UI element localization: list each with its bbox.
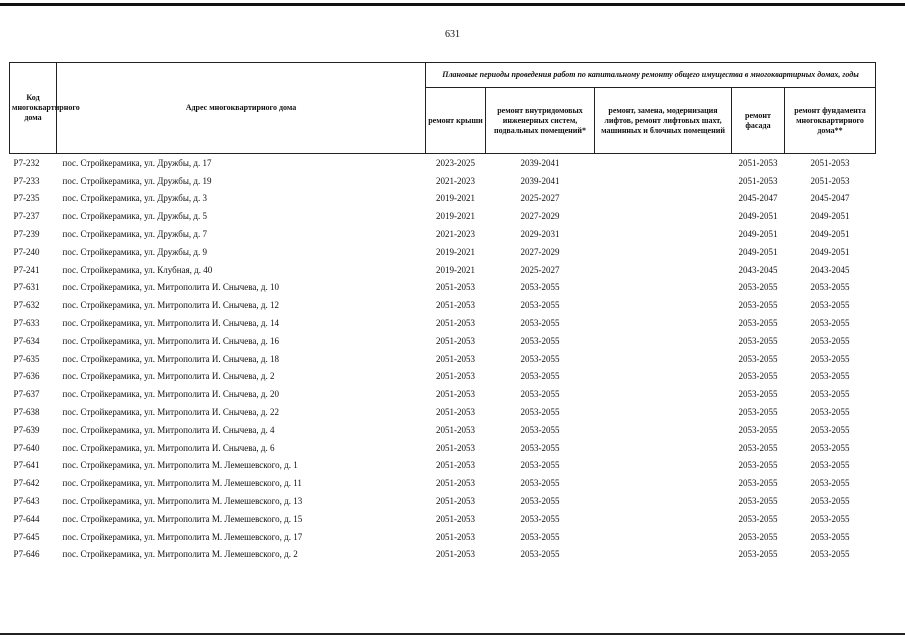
cell-roof: 2051-2053 — [436, 371, 475, 382]
cell-address: пос. Стройкерамика, ул. Митрополита И. Снычева, д. 18 — [62, 353, 280, 364]
table-row — [10, 172, 876, 190]
table-row — [10, 296, 876, 314]
cell-roof: 2051-2053 — [436, 300, 475, 311]
cell-foundation: 2049-2051 — [810, 246, 850, 257]
table-row — [10, 225, 876, 243]
cell-address: пос. Стройкерамика, ул. Митрополита И. Снычева, д. 22 — [62, 407, 280, 418]
cell-systems: 2053-2055 — [520, 424, 560, 435]
cell-facade: 2053-2055 — [738, 300, 778, 311]
cell-lifts — [595, 243, 732, 261]
cell-foundation: 2045-2047 — [810, 193, 850, 204]
cell-facade: 2051-2053 — [732, 154, 785, 172]
cell-foundation: 2051-2053 — [785, 154, 876, 172]
cell-foundation: 2053-2055 — [810, 300, 850, 311]
cell-foundation: 2051-2053 — [810, 175, 850, 186]
table-body — [10, 154, 876, 564]
repair-schedule-sheet — [9, 62, 875, 563]
cell-address: пос. Стройкерамика, ул. Митрополита И. Снычева, д. 20 — [62, 389, 280, 400]
header-systems: ремонт внутридомовых инженерных систем, подвальных помещений* — [486, 88, 595, 154]
cell-code: Р7-240 — [13, 246, 40, 257]
cell-facade: 2049-2051 — [738, 211, 778, 222]
cell-lifts — [595, 528, 732, 546]
cell-foundation: 2053-2055 — [810, 318, 850, 329]
cell-code: Р7-241 — [13, 264, 40, 275]
cell-foundation: 2053-2055 — [810, 353, 850, 364]
cell-lifts — [595, 474, 732, 492]
cell-systems: 2027-2029 — [520, 246, 560, 257]
table-row — [10, 492, 876, 510]
cell-lifts — [595, 172, 732, 190]
cell-systems: 2053-2055 — [520, 496, 560, 507]
cell-facade: 2053-2055 — [738, 335, 778, 346]
cell-systems: 2053-2055 — [520, 513, 560, 524]
header-lifts: ремонт, замена, модернизация лифтов, ремонт лифтовых шахт, машинных и блочных помещений — [595, 88, 732, 154]
cell-systems: 2053-2055 — [520, 371, 560, 382]
cell-roof: 2051-2053 — [436, 407, 475, 418]
header-roof: ремонт крыши — [426, 88, 486, 154]
cell-systems: 2053-2055 — [520, 478, 560, 489]
cell-lifts — [595, 403, 732, 421]
cell-code: Р7-645 — [13, 531, 40, 542]
table-row — [10, 332, 876, 350]
cell-facade: 2049-2051 — [738, 229, 778, 240]
cell-facade: 2053-2055 — [738, 407, 778, 418]
cell-foundation: 2049-2051 — [810, 229, 850, 240]
cell-systems: 2029-2031 — [520, 229, 560, 240]
cell-roof: 2051-2053 — [436, 318, 475, 329]
header-code: Код многоквартирного дома — [10, 63, 57, 154]
cell-foundation: 2049-2051 — [810, 211, 850, 222]
cell-systems: 2039-2041 — [520, 175, 560, 186]
cell-facade: 2053-2055 — [738, 513, 778, 524]
cell-roof: 2051-2053 — [436, 353, 475, 364]
table-row — [10, 314, 876, 332]
header-periods-group: Плановые периоды проведения работ по капитальному ремонту общего имущества в многоквартирных домах, годы — [426, 63, 876, 88]
table-row — [10, 510, 876, 528]
cell-address: пос. Стройкерамика, ул. Дружбы, д. 7 — [62, 229, 207, 240]
cell-facade: 2053-2055 — [738, 424, 778, 435]
cell-code: Р7-640 — [13, 442, 40, 453]
cell-systems: 2025-2027 — [520, 193, 560, 204]
cell-code: Р7-642 — [13, 478, 40, 489]
cell-address: пос. Стройкерамика, ул. Дружбы, д. 3 — [62, 193, 207, 204]
cell-roof: 2051-2053 — [436, 496, 475, 507]
cell-foundation: 2053-2055 — [810, 549, 850, 560]
cell-address: пос. Стройкерамика, ул. Митрополита М. Лемешевского, д. 1 — [62, 460, 298, 471]
table-row — [10, 439, 876, 457]
cell-facade: 2053-2055 — [738, 442, 778, 453]
table-row — [10, 457, 876, 475]
table-row — [10, 403, 876, 421]
cell-foundation: 2053-2055 — [810, 407, 850, 418]
cell-systems: 2053-2055 — [520, 353, 560, 364]
cell-systems: 2053-2055 — [520, 442, 560, 453]
header-foundation: ремонт фундамента многоквартирного дома** — [785, 88, 876, 154]
cell-facade: 2043-2045 — [738, 264, 778, 275]
cell-code: Р7-637 — [13, 389, 40, 400]
cell-lifts — [595, 510, 732, 528]
cell-code: Р7-641 — [13, 460, 40, 471]
cell-foundation: 2043-2045 — [810, 264, 850, 275]
table-header — [10, 63, 876, 154]
cell-roof: 2019-2021 — [436, 246, 475, 257]
cell-roof: 2021-2023 — [436, 175, 475, 186]
cell-systems: 2053-2055 — [520, 335, 560, 346]
cell-code: Р7-232 — [10, 154, 57, 172]
cell-roof: 2019-2021 — [436, 264, 475, 275]
cell-roof: 2021-2023 — [436, 229, 475, 240]
cell-address: пос. Стройкерамика, ул. Дружбы, д. 17 — [57, 154, 426, 172]
table-row — [10, 261, 876, 279]
cell-facade: 2053-2055 — [738, 460, 778, 471]
cell-facade: 2053-2055 — [738, 282, 778, 293]
cell-foundation: 2053-2055 — [810, 442, 850, 453]
cell-address: пос. Стройкерамика, ул. Митрополита И. Снычева, д. 2 — [62, 371, 275, 382]
cell-address: пос. Стройкерамика, ул. Митрополита И. Снычева, д. 12 — [62, 300, 280, 311]
cell-systems: 2053-2055 — [520, 300, 560, 311]
cell-systems: 2027-2029 — [520, 211, 560, 222]
cell-lifts — [595, 154, 732, 172]
cell-lifts — [595, 492, 732, 510]
cell-facade: 2053-2055 — [738, 531, 778, 542]
table-row — [10, 421, 876, 439]
cell-systems: 2053-2055 — [520, 389, 560, 400]
repair-schedule-table — [9, 62, 876, 563]
cell-foundation: 2053-2055 — [810, 531, 850, 542]
cell-roof: 2051-2053 — [436, 513, 475, 524]
cell-roof: 2051-2053 — [436, 389, 475, 400]
cell-code: Р7-237 — [13, 211, 40, 222]
cell-foundation: 2053-2055 — [810, 478, 850, 489]
cell-roof: 2051-2053 — [436, 478, 475, 489]
cell-facade: 2053-2055 — [738, 478, 778, 489]
cell-lifts — [595, 225, 732, 243]
cell-roof: 2019-2021 — [436, 193, 475, 204]
cell-code: Р7-233 — [13, 175, 40, 186]
table-row — [10, 385, 876, 403]
cell-code: Р7-636 — [13, 371, 40, 382]
cell-lifts — [595, 314, 732, 332]
cell-code: Р7-235 — [13, 193, 40, 204]
cell-facade: 2049-2051 — [738, 246, 778, 257]
cell-lifts — [595, 332, 732, 350]
cell-code: Р7-644 — [13, 513, 40, 524]
cell-address: пос. Стройкерамика, ул. Митрополита И. Снычева, д. 4 — [62, 424, 275, 435]
cell-systems: 2025-2027 — [520, 264, 560, 275]
cell-foundation: 2053-2055 — [810, 282, 850, 293]
cell-facade: 2053-2055 — [738, 371, 778, 382]
cell-code: Р7-646 — [13, 549, 40, 560]
cell-address: пос. Стройкерамика, ул. Дружбы, д. 5 — [62, 211, 207, 222]
cell-lifts — [595, 439, 732, 457]
cell-lifts — [595, 190, 732, 208]
cell-facade: 2053-2055 — [738, 318, 778, 329]
cell-code: Р7-638 — [13, 407, 40, 418]
header-facade: ремонт фасада — [732, 88, 785, 154]
cell-code: Р7-634 — [13, 335, 40, 346]
top-rule — [0, 3, 905, 6]
table-row — [10, 154, 876, 172]
cell-foundation: 2053-2055 — [810, 424, 850, 435]
cell-systems: 2039-2041 — [486, 154, 595, 172]
cell-systems: 2053-2055 — [520, 407, 560, 418]
cell-address: пос. Стройкерамика, ул. Дружбы, д. 9 — [62, 246, 207, 257]
cell-systems: 2053-2055 — [520, 282, 560, 293]
cell-foundation: 2053-2055 — [810, 389, 850, 400]
cell-facade: 2051-2053 — [738, 175, 778, 186]
page-number: 631 — [445, 29, 460, 40]
cell-roof: 2051-2053 — [436, 549, 475, 560]
cell-address: пос. Стройкерамика, ул. Клубная, д. 40 — [62, 264, 213, 275]
table-row — [10, 243, 876, 261]
cell-systems: 2053-2055 — [520, 460, 560, 471]
table-row — [10, 207, 876, 225]
cell-lifts — [595, 279, 732, 297]
table-row — [10, 368, 876, 386]
cell-foundation: 2053-2055 — [810, 460, 850, 471]
cell-facade: 2045-2047 — [738, 193, 778, 204]
cell-roof: 2051-2053 — [436, 531, 475, 542]
cell-code: Р7-635 — [13, 353, 40, 364]
cell-roof: 2051-2053 — [436, 460, 475, 471]
table-row — [10, 279, 876, 297]
cell-code: Р7-643 — [13, 496, 40, 507]
cell-address: пос. Стройкерамика, ул. Митрополита М. Лемешевского, д. 15 — [62, 513, 303, 524]
cell-code: Р7-239 — [13, 229, 40, 240]
cell-lifts — [595, 261, 732, 279]
cell-address: пос. Стройкерамика, ул. Митрополита М. Лемешевского, д. 13 — [62, 496, 303, 507]
cell-code: Р7-633 — [13, 318, 40, 329]
cell-roof: 2023-2025 — [426, 154, 486, 172]
table-row — [10, 546, 876, 564]
cell-systems: 2053-2055 — [520, 549, 560, 560]
cell-lifts — [595, 368, 732, 386]
cell-facade: 2053-2055 — [738, 353, 778, 364]
cell-foundation: 2053-2055 — [810, 335, 850, 346]
cell-facade: 2053-2055 — [738, 389, 778, 400]
cell-lifts — [595, 385, 732, 403]
cell-roof: 2051-2053 — [436, 442, 475, 453]
table-row — [10, 190, 876, 208]
cell-roof: 2051-2053 — [436, 335, 475, 346]
cell-lifts — [595, 421, 732, 439]
cell-lifts — [595, 207, 732, 225]
header-address: Адрес многоквартирного дома — [57, 63, 426, 154]
cell-foundation: 2053-2055 — [810, 513, 850, 524]
cell-lifts — [595, 457, 732, 475]
cell-roof: 2051-2053 — [436, 282, 475, 293]
cell-foundation: 2053-2055 — [810, 496, 850, 507]
table-row — [10, 474, 876, 492]
cell-lifts — [595, 350, 732, 368]
cell-code: Р7-632 — [13, 300, 40, 311]
cell-address: пос. Стройкерамика, ул. Дружбы, д. 19 — [62, 175, 212, 186]
cell-code: Р7-631 — [13, 282, 40, 293]
cell-address: пос. Стройкерамика, ул. Митрополита И. Снычева, д. 14 — [62, 318, 280, 329]
cell-address: пос. Стройкерамика, ул. Митрополита М. Лемешевского, д. 17 — [62, 531, 303, 542]
cell-roof: 2019-2021 — [436, 211, 475, 222]
cell-lifts — [595, 296, 732, 314]
cell-foundation: 2053-2055 — [810, 371, 850, 382]
cell-address: пос. Стройкерамика, ул. Митрополита М. Лемешевского, д. 11 — [62, 478, 302, 489]
cell-systems: 2053-2055 — [520, 531, 560, 542]
cell-address: пос. Стройкерамика, ул. Митрополита И. Снычева, д. 6 — [62, 442, 275, 453]
cell-facade: 2053-2055 — [738, 549, 778, 560]
cell-address: пос. Стройкерамика, ул. Митрополита И. Снычева, д. 16 — [62, 335, 280, 346]
table-row — [10, 350, 876, 368]
cell-code: Р7-639 — [13, 424, 40, 435]
cell-roof: 2051-2053 — [436, 424, 475, 435]
cell-address: пос. Стройкерамика, ул. Митрополита М. Лемешевского, д. 2 — [62, 549, 298, 560]
bottom-rule — [0, 633, 905, 635]
cell-lifts — [595, 546, 732, 564]
cell-address: пос. Стройкерамика, ул. Митрополита И. Снычева, д. 10 — [62, 282, 280, 293]
cell-facade: 2053-2055 — [738, 496, 778, 507]
cell-systems: 2053-2055 — [520, 318, 560, 329]
table-row — [10, 528, 876, 546]
